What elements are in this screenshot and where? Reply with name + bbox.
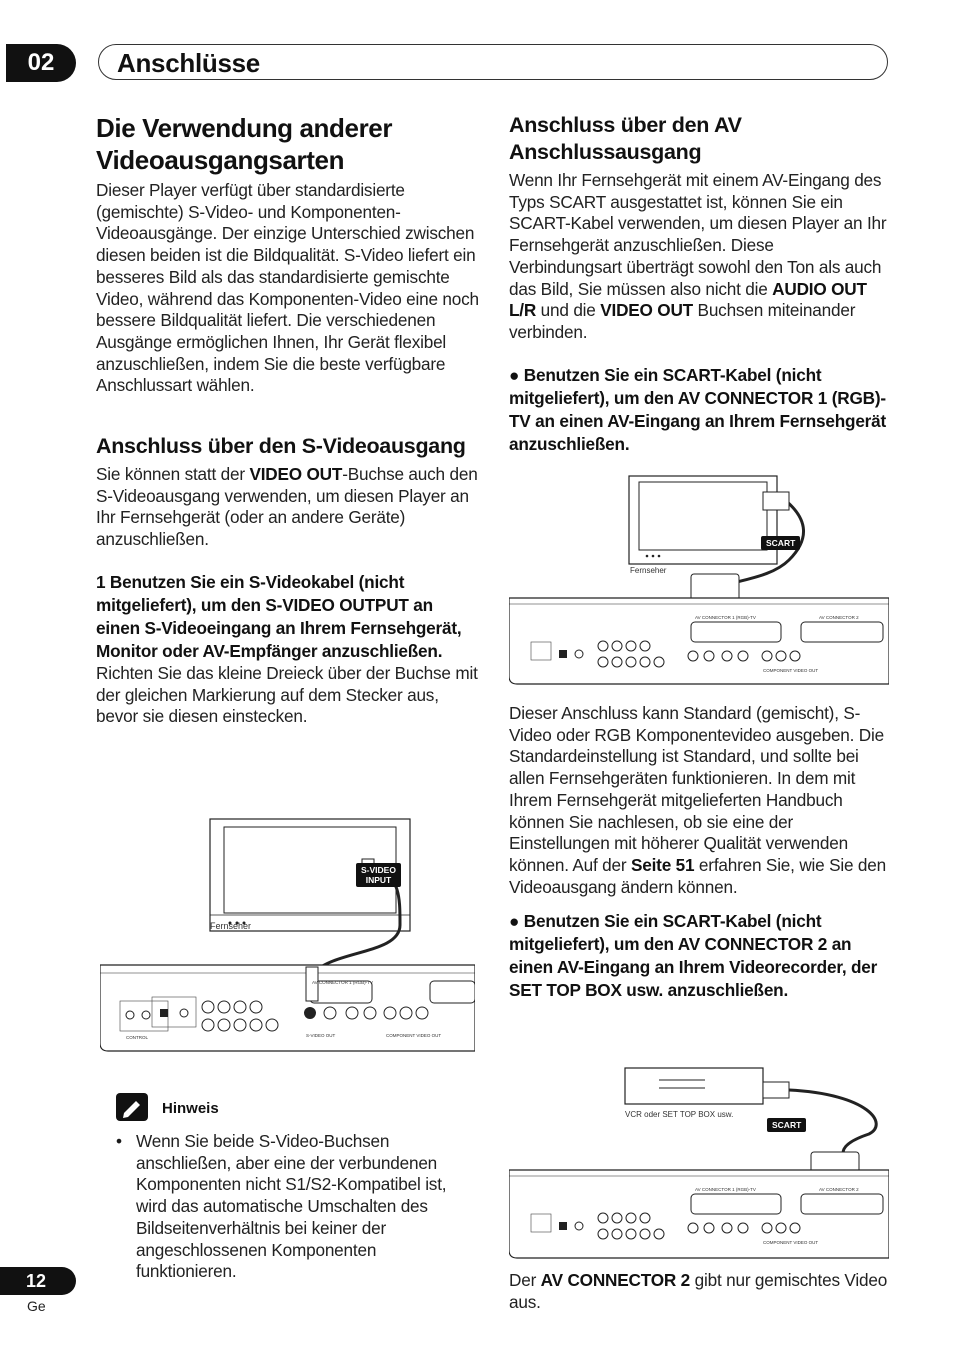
panel-label-control: CONTROL — [126, 1035, 149, 1040]
panel-label-av2: AV CONNECTOR 2 — [819, 615, 859, 620]
scart-tag: SCART — [767, 1118, 806, 1132]
bullet-av1-instruction: ● Benutzen Sie ein SCART-Kabel (nicht mitgeliefert), um den AV CONNECTOR 1 (RGB)-TV an einen AV-Eingang an Ihrem Fernsehgerät anzuschließen. — [509, 364, 887, 454]
right-lower-column — [509, 703, 889, 1002]
right-column — [509, 112, 889, 456]
av-paragraph — [509, 170, 889, 344]
panel-label-av2: AV CONNECTOR 2 — [819, 1187, 859, 1192]
text-bold: AV CONNECTOR 2 — [540, 1270, 691, 1290]
text-run: Dieser Anschluss kann Standard (gemischt), S-Video oder RGB Komponentevideo ausgeben. Die Standardeinstellung ist Standard, und sollte bei allen Fernsehgeräten funktionieren. In dem mit Ihrem Fernsehgerät mitgelieferten Handbuch können Sie nachlesen, ob sie eine der Einstellungen mit höherer Qualität verwenden können. Auf der — [509, 703, 884, 875]
figure-svideo-connection — [100, 815, 475, 1055]
note-bullet: • — [116, 1131, 123, 1151]
text-bold: VIDEO OUT — [249, 464, 343, 485]
chapter-title: Anschlüsse — [117, 48, 260, 78]
text-run: Buchsen miteinander verbinden. — [509, 300, 856, 342]
panel-label-av1: AV CONNECTOR 1 (RGB)-TV — [695, 615, 756, 620]
page-number: 12 — [0, 1267, 76, 1295]
panel-label-component: COMPONENT VIDEO OUT — [763, 1240, 819, 1245]
panel-label-av1: AV CONNECTOR 1 (RGB)-TV — [695, 1187, 756, 1192]
note-title: Hinweis — [162, 1100, 219, 1117]
output-paragraph — [509, 703, 889, 898]
figure-scart-vcr — [509, 1064, 889, 1264]
figure-scart-tv — [509, 470, 889, 690]
pencil-icon — [116, 1093, 148, 1121]
step-1-detail: Richten Sie das kleine Dreieck über der Buchse mit der gleichen Markierung auf dem Stecker aus, bevor sie diesen einstecken. — [96, 662, 478, 727]
panel-label-av1: AV CONNECTOR 1 (RGB)-TV — [312, 980, 373, 985]
section-heading-av-connector: Anschluss über den AV Anschlussausgang — [509, 113, 742, 164]
page-language: Ge — [27, 1298, 46, 1314]
svideo-paragraph — [96, 464, 480, 551]
tag-line: S-VIDEO — [361, 865, 396, 875]
text-run: Wenn Ihr Fernsehgerät mit einem AV-Eingang des Typs SCART ausgestattet ist, können Sie ein SCART-Kabel verwenden, um diesen Player an Ihr Fernsehgerät anzuschließen. Diese Verbindungsart überträgt sowohl den Ton als auch das Bild, Sie müssen also nicht die — [509, 170, 887, 299]
text-run: erfahren Sie, wie Sie den Videoausgang ändern können. — [509, 854, 886, 897]
step-1-instruction: 1 Benutzen Sie ein S-Videokabel (nicht mitgeliefert), um den S-VIDEO OUTPUT an einen S-Videoeingang an Ihrem Fernsehgerät, Monitor oder AV-Empfänger anzuschließen. — [96, 571, 462, 661]
text-run: Der — [509, 1270, 541, 1290]
left-column — [96, 112, 480, 728]
intro-paragraph: Dieser Player verfügt über standardisierte (gemischte) S-Video- und Komponenten-Videoausgänge. Der einzige Unterschied zwischen diesen beiden ist die Bildqualität. S-Video liefert ein besseres Bild als das standardisierte gemischte Video, während das Komponenten-Video eine noch bessere Bildqualität liefert. Die verschiedenen Ausgänge ermöglichen Ihnen, Ihr Gerät flexibel anzuschließen, indem Sie die beste verfügbare Anschlussart wählen. — [96, 180, 479, 396]
chapter-bar — [98, 44, 888, 80]
tag-line: INPUT — [365, 875, 392, 885]
scart-tag: SCART — [761, 536, 800, 550]
scart-vcr-diagram-icon — [509, 1064, 889, 1264]
note-text: Wenn Sie beide S-Video-Buchsen anschließen, aber eine der verbundenen Komponenten nicht S1/S2-Kompatibel ist, wird das automatische Umschalten des Bildseitenverhältnis bei keiner der angeschlossenen Komponenten funktionieren. — [136, 1131, 447, 1282]
text-bold: Seite 51 — [630, 854, 695, 875]
footer-note — [509, 1270, 889, 1313]
panel-label-component: COMPONENT VIDEO OUT — [386, 1033, 442, 1038]
chapter-number: 02 — [6, 44, 76, 82]
scart-tv-diagram-icon — [509, 470, 889, 690]
tv-label: Fernseher — [210, 921, 252, 931]
text-run: und die — [536, 300, 601, 321]
text-run: Sie können statt der — [96, 464, 250, 485]
text-bold: AUDIO OUT L/R — [509, 278, 867, 321]
text-run: -Buchse auch den S-Videoausgang verwenden, um diesen Player an Ihr Fernsehgerät (oder an andere Geräte) anzuschließen. — [96, 464, 478, 550]
svideo-diagram-icon — [100, 815, 475, 1055]
bullet-av2-instruction: ● Benutzen Sie ein SCART-Kabel (nicht mitgeliefert), um den AV CONNECTOR 2 an einen AV-Eingang an Ihrem Videorecorder, der SET TOP BOX usw. anzuschließen. — [509, 911, 878, 1001]
vcr-label: VCR oder SET TOP BOX usw. — [625, 1110, 734, 1119]
tv-label: Fernseher — [630, 566, 667, 575]
text-bold: VIDEO OUT — [600, 300, 693, 321]
text-run: gibt nur gemischtes Video aus. — [509, 1270, 888, 1312]
section-heading-svideo: Anschluss über den S-Videoausgang — [96, 434, 466, 459]
svideo-input-tag — [356, 863, 401, 887]
panel-label-svideo: S-VIDEO OUT — [306, 1033, 336, 1038]
panel-label-component: COMPONENT VIDEO OUT — [763, 668, 819, 673]
section-heading-video-outputs: Die Verwendung anderer Videoausgangsarten — [96, 113, 393, 175]
